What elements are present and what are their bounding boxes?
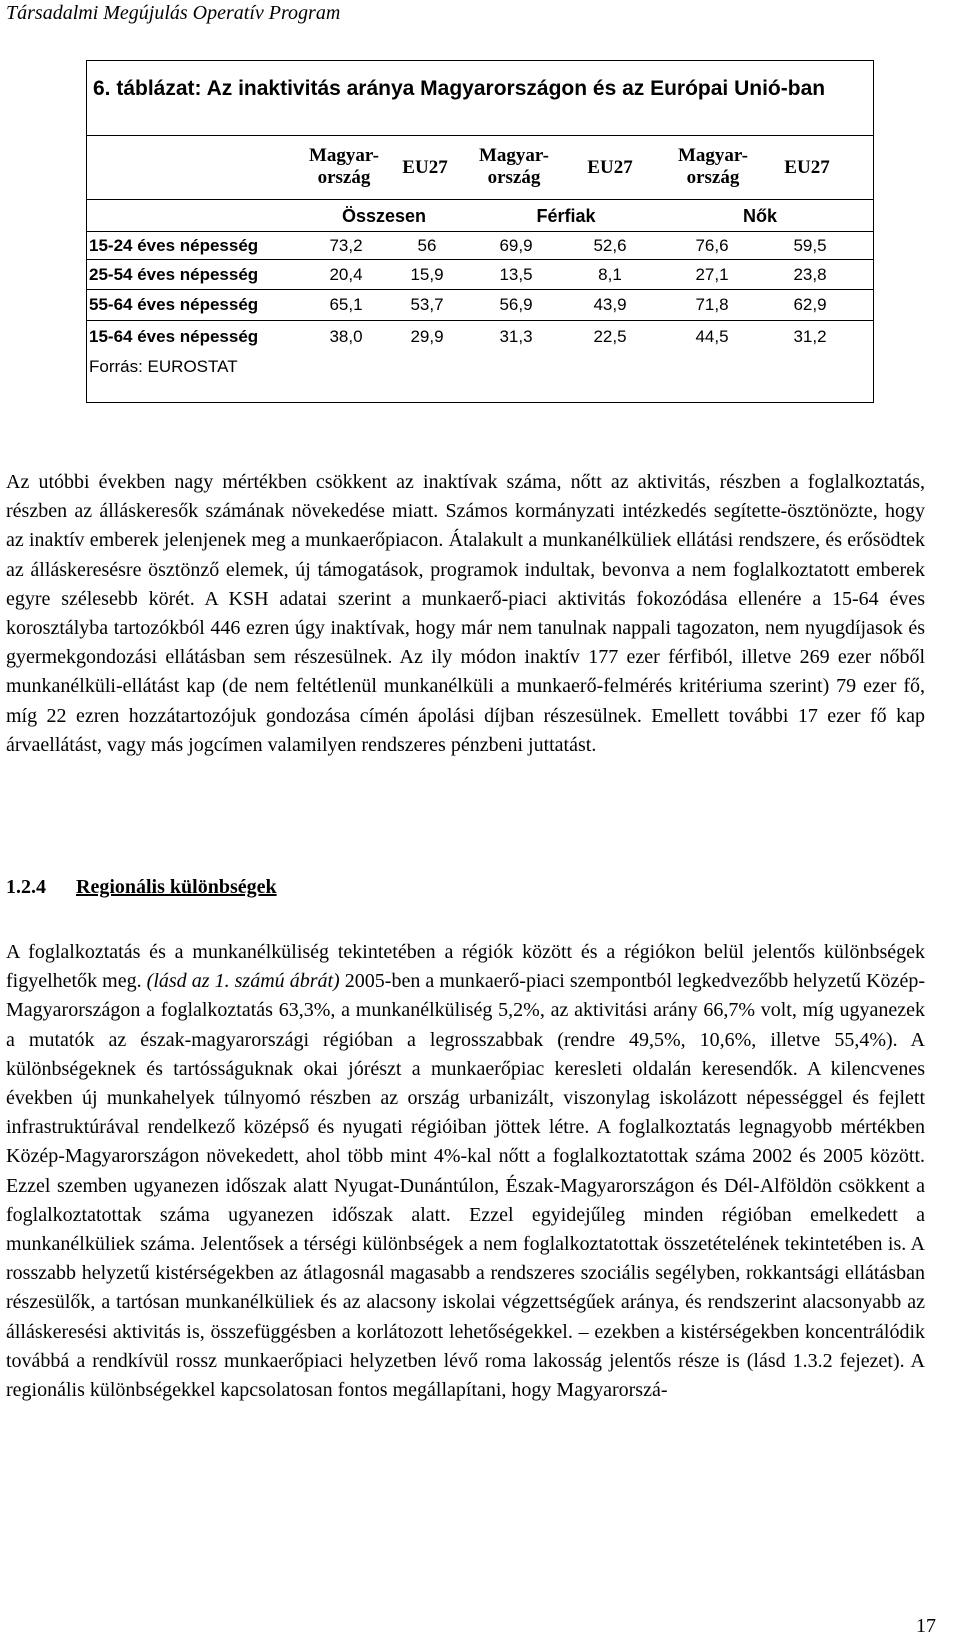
row-label: 15-24 éves népesség [89, 236, 259, 255]
table-cell: 23,8 [793, 265, 827, 284]
table-cell: 65,1 [329, 295, 363, 314]
col-header-eu-men: EU27 [587, 157, 633, 178]
paragraph-text: 2005-ben a munkaerő-piaci szempontból legkedvezőbb helyzetű Közép-Magyarországon a foglalkoztatás 63,3%, a munkanélküliség 5,2%, az aktivitási arány 66,7% volt, míg ugyanezek a mutatók az észak-magyarországi régióban a legrosszabbak (rendre 49,5%, 10,6%, illetve 55,4%). A különbségeknek és tartósságuknak okai jórészt a munkaerőpiac keresleti oldalán keresendők. A kilencvenes években új munkahelyek túlnyomó részben az ország urbanizált, viszonylag iskolázott népességgel és fejlett infrastruktúrával rendelkező középső és nyugati régióiban jöttek létre. A foglalkoztatás legnagyobb mértékben Közép-Magyarországon növekedett, ahol több mint 4%-kal nőtt a foglalkoztatottak száma 2002 és 2005 között. Ezzel szemben ugyanezen időszak alatt Nyugat-Dunántúlon, Észak-Magyarországon és Dél-Alföldön csökkent a foglalkoztatottak száma ugyanezen időszak alatt. Ezzel egyidejűleg minden régióban emelkedett a munkanélküliek száma. Jelentősek a térségi különbségek a nem foglalkoztatottak összetételének tekintetében is. A rosszabb helyzetű kistérségekben az átlagosnál magasabb a rendszeres szociális segélyben, rokkantsági ellátásban részesülők, a tartósan munkanélküliek és az alacsony iskolai végzettségűek aránya, és rendszerint alacsonyabb az álláskeresési aktivitás is, összefüggésben a korlátozott lehetőségekkel. – ezekben a kistérségekben koncentrálódik továbbá a rendkívül rossz munkaerőpiaci helyzetben lévő roma lakosság jelentős része is (lásd 1.3.2 fejezet). A regionális különbségekkel kapcsolatosan fontos megállapítani, hogy Magyarorszá- [6, 970, 925, 1402]
row-label: 15-64 éves népesség [89, 327, 259, 346]
table-cell: 13,5 [499, 265, 533, 284]
row-label: 25-54 éves népesség [89, 265, 259, 284]
page-number: 17 [916, 1615, 936, 1637]
table-cell: 56 [417, 236, 437, 255]
table-cell: 52,6 [593, 236, 627, 255]
section-title: Regionális különbségek [76, 876, 277, 898]
inactivity-table [86, 60, 874, 403]
group-header-women: Nők [742, 206, 777, 226]
figure-reference: (lásd az 1. számú ábrát) [146, 970, 340, 993]
table-cell: 44,5 [695, 327, 729, 346]
table-cell: 15,9 [410, 265, 444, 284]
section-number: 1.2.4 [6, 876, 46, 898]
table-cell: 62,9 [793, 295, 827, 314]
body-paragraph [6, 938, 925, 1405]
section-heading [6, 876, 277, 899]
running-header: Társadalmi Megújulás Operatív Program [6, 2, 341, 24]
body-paragraph: Az utóbbi években nagy mértékben csökkent az inaktívak száma, nőtt az aktivitás, részben a foglalkoztatás, részben az álláskeresők számának növekedése miatt. Számos kormányzati intézkedés segítette-ösztönözte, hogy az inaktív emberek jelenjenek meg a munkaerőpiacon. Átalakult a munkanélküliek ellátási rendszere, és erősödtek az álláskeresésre ösztönző elemek, új támogatások, programok indultak, bevonva a nem foglalkoztatott emberek egyre szélesebb körét. A KSH adatai szerint a munkaerő-piaci aktivitás fokozódása ellenére a 15-64 éves korosztályba tartozókból 446 ezren úgy inaktívak, hogy már nem tanulnak nappali tagozaton, nem nyugdíjasok és gyermekgondozási ellátásban sem részesülnek. Az ily módon inaktív 177 ezer férfiból, illetve 269 ezer nőből munkanélküli-ellátást kap (de nem feltétlenül munkanélküli a munkaerő-felmérés kritériuma szerint) 79 ezer fő, míg 22 ezren hozzátartozójuk gondozása címén ápolási díjban részesülnek. Emellett további 17 ezer fő kap árvaellátást, vagy más jogcímen valamilyen rendszeres pénzbeni juttatást. [6, 471, 925, 756]
table-cell: 8,1 [598, 265, 622, 284]
table-cell: 22,5 [593, 327, 627, 346]
table-cell: 29,9 [410, 327, 444, 346]
col-header-eu-total: EU27 [402, 157, 448, 178]
row-divider [87, 289, 873, 290]
table-cell: 76,6 [695, 236, 729, 255]
table-cell: 59,5 [793, 236, 827, 255]
table-cell: 38,0 [329, 327, 363, 346]
table-cell: 53,7 [410, 295, 444, 314]
table-cell: 31,3 [499, 327, 533, 346]
col-header-hu-women: Magyar-ország [678, 145, 748, 188]
group-header-total: Összesen [341, 206, 427, 226]
table-cell: 56,9 [499, 295, 533, 314]
row-label: 55-64 éves népesség [89, 295, 259, 314]
header-divider [87, 199, 873, 200]
table-cell: 69,9 [499, 236, 533, 255]
col-header-hu-men: Magyar-ország [479, 145, 549, 188]
table-title: 6. táblázat: Az inaktivitás aránya Magyarországon és az Európai Unió-ban [87, 61, 873, 136]
table-cell: 31,2 [793, 327, 827, 346]
row-divider [87, 320, 873, 321]
group-divider [87, 231, 873, 232]
group-header-men: Férfiak [536, 206, 596, 226]
table-cell: 20,4 [329, 265, 363, 284]
table-cell: 71,8 [695, 295, 729, 314]
paragraph-text: A foglalkoztatás és a munkanélküliség tekintetében a régiók között és a régiókon belül jelentős különbségek figyelhetők meg. [6, 941, 925, 993]
table-cell: 43,9 [593, 295, 627, 314]
table-source: Forrás: EUROSTAT [89, 357, 238, 376]
table-cell: 27,1 [695, 265, 729, 284]
table-cell: 73,2 [329, 236, 363, 255]
row-divider [87, 259, 873, 260]
col-header-eu-women: EU27 [784, 157, 830, 178]
col-header-hu-total: Magyar-ország [309, 145, 379, 188]
